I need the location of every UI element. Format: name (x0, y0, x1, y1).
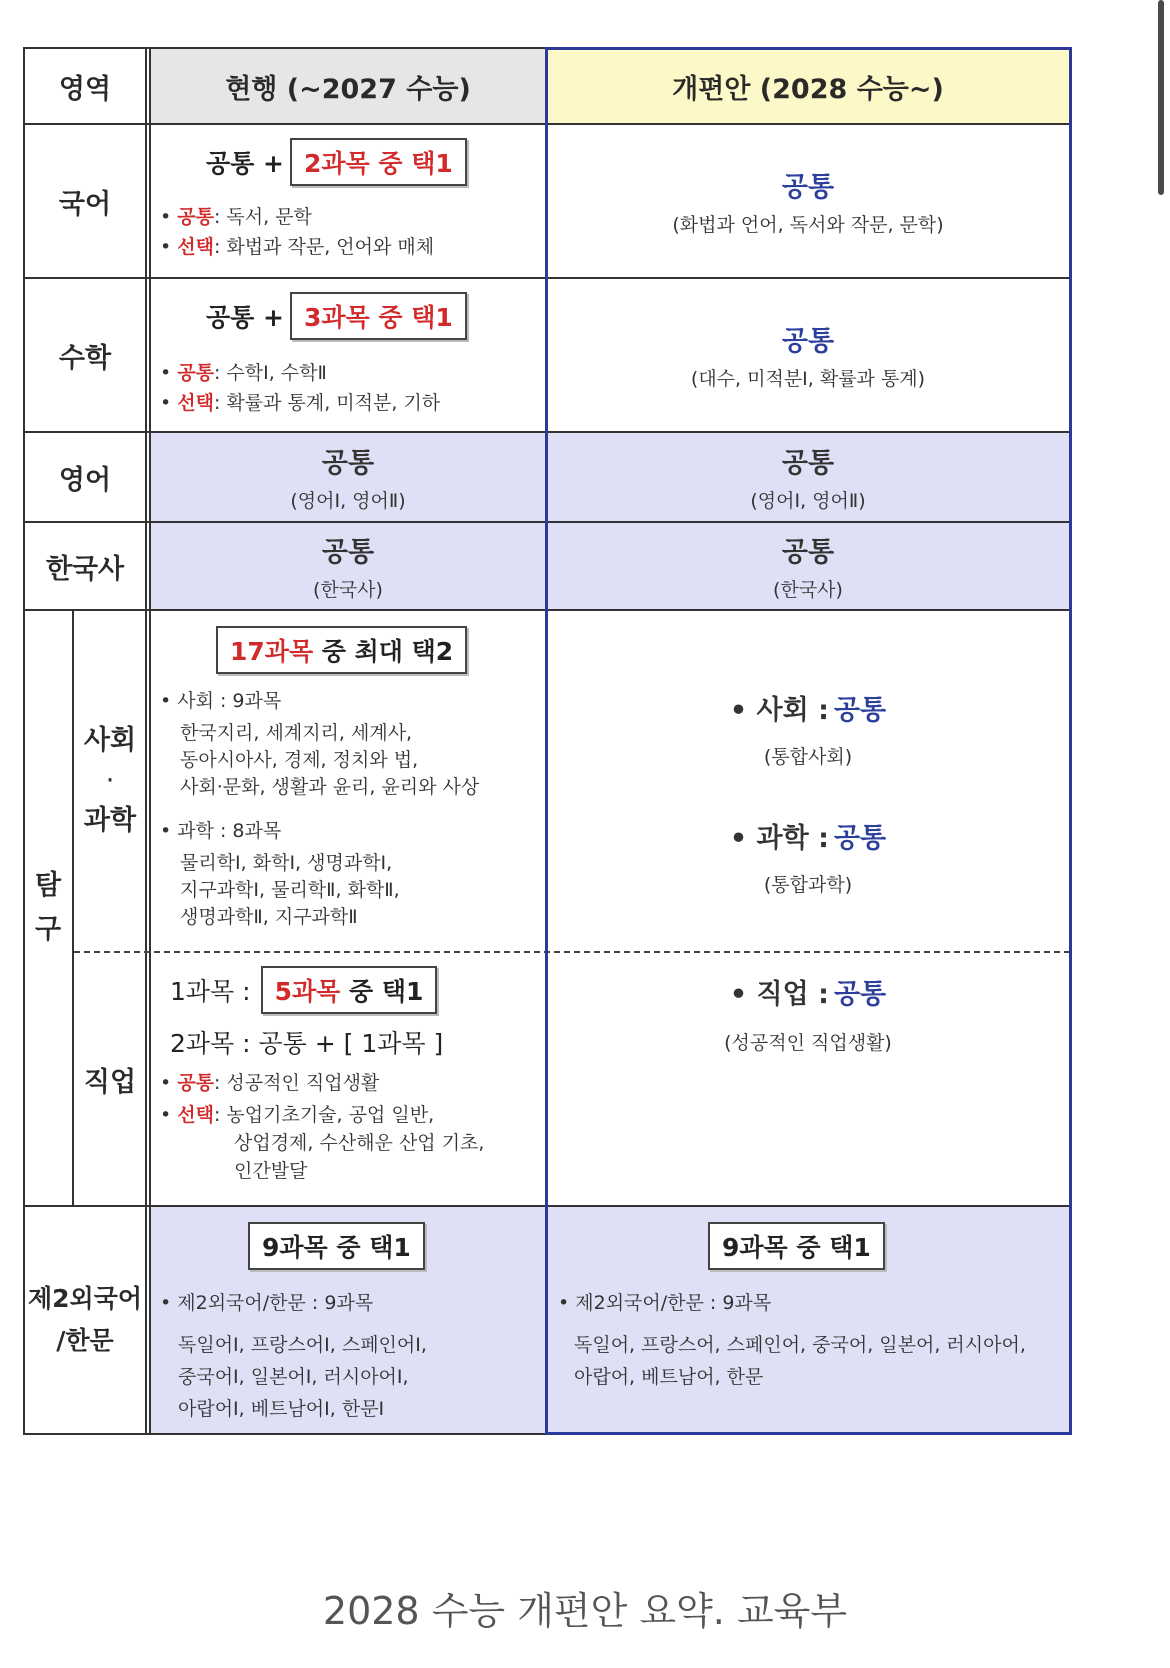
second-lang-label-1: 제2외국어 (28, 1284, 142, 1313)
second-lang-current-l1: 독일어Ⅰ, 프랑스어Ⅰ, 스페인어Ⅰ, (178, 1334, 427, 1356)
social-label: 사회 (83, 725, 137, 756)
korean-reform-paren: (화법과 언어, 독서와 작문, 문학) (672, 214, 944, 236)
inquiry-sub-divider (72, 610, 74, 1206)
science-line-2: 지구과학Ⅰ, 물리학Ⅱ, 화학Ⅱ, (180, 879, 400, 901)
social-line-1: 한국지리, 세계지리, 세계사, (180, 722, 413, 744)
english-current-paren: (영어Ⅰ, 영어Ⅱ) (290, 490, 406, 512)
inquiry-label-top: 탐 (34, 870, 62, 901)
second-lang-current-head: • 제2외국어/한문 : 9과목 (160, 1292, 374, 1314)
korean-label: 국어 (58, 188, 112, 220)
reform-column-border (545, 47, 1072, 1435)
science-line-1: 물리학Ⅰ, 화학Ⅰ, 생명과학Ⅰ, (180, 852, 393, 874)
science-reform-paren: (통합과학) (763, 874, 853, 896)
second-lang-current-cell (150, 1206, 546, 1434)
voc-reform-common: 공통 (833, 979, 887, 1010)
science-label: 과학 (83, 805, 137, 836)
history-label: 한국사 (45, 553, 125, 585)
english-label: 영어 (58, 464, 112, 496)
table-border-bottom (23, 1433, 547, 1435)
image-caption: 2028 수능 개편안 요약. 교육부 (322, 1589, 848, 1633)
korean-label-cell (24, 124, 146, 278)
science-head: • 과학 : 8과목 (160, 820, 282, 842)
header-current: 현행 (~2027 수능) (225, 73, 471, 105)
math-current-prefix: 공통 + (206, 303, 284, 332)
math-label: 수학 (58, 342, 112, 374)
korean-reform-title: 공통 (781, 172, 835, 203)
english-current-title: 공통 (321, 448, 375, 479)
korean-elective-line: • 선택: 화법과 작문, 언어와 매체 (160, 236, 435, 258)
table-border-top (23, 47, 547, 49)
math-reform-title: 공통 (781, 326, 835, 357)
history-current-title: 공통 (321, 537, 375, 568)
social-reform-common: 공통 (833, 695, 887, 726)
social-dot: · (105, 765, 115, 796)
history-reform-title: 공통 (781, 537, 835, 568)
math-elective-line: • 선택: 확률과 통계, 미적분, 기하 (160, 392, 441, 414)
second-lang-label-2: /한문 (56, 1326, 114, 1355)
korean-current-prefix: 공통 + (206, 149, 284, 178)
social-line-3: 사회·문화, 생활과 윤리, 윤리와 사상 (180, 776, 480, 798)
inquiry-label-cell (24, 610, 72, 1206)
math-label-cell (24, 278, 146, 432)
english-current-cell (150, 432, 546, 522)
voc-elective-line-2: 상업경제, 수산해운 산업 기초, (234, 1132, 485, 1154)
voc-one-box: 5과목 중 택1 (261, 966, 438, 1014)
social-reform-prefix: • 사회 : (729, 695, 829, 726)
scrollbar[interactable] (1158, 0, 1164, 195)
korean-current-cell (150, 124, 546, 278)
area-column-double-line-1 (145, 47, 147, 1435)
header-current-cell (150, 48, 546, 124)
vocational-current-cell (150, 952, 546, 1206)
header-area: 영역 (58, 73, 112, 105)
social-science-current-cell (150, 610, 546, 952)
social-head: • 사회 : 9과목 (160, 690, 282, 712)
social-reform-paren: (통합사회) (763, 746, 853, 768)
voc-elective-line: • 선택: 농업기초기술, 공업 일반, (160, 1104, 435, 1126)
second-lang-reform-l2: 아랍어, 베트남어, 한문 (574, 1366, 764, 1388)
math-current-box: 3과목 중 택1 (290, 292, 467, 340)
korean-current-box: 2과목 중 택1 (290, 138, 467, 186)
voc-reform-paren: (성공적인 직업생활) (724, 1032, 892, 1054)
history-reform-paren: (한국사) (773, 579, 843, 601)
math-current-cell (150, 278, 546, 432)
second-lang-label-cell (24, 1206, 146, 1434)
voc-one-prefix: 1과목 : (170, 977, 251, 1006)
vocational-label: 직업 (83, 1066, 137, 1098)
header-reform: 개편안 (2028 수능~) (672, 73, 944, 105)
vocational-label-cell (74, 952, 146, 1206)
social-science-label-cell (74, 610, 146, 952)
history-current-cell (150, 522, 546, 610)
header-area-cell (24, 48, 146, 124)
english-label-cell (24, 432, 146, 522)
history-current-paren: (한국사) (313, 579, 383, 601)
social-science-current-box: 17과목 중 최대 택2 (216, 626, 467, 674)
voc-common-line: • 공통: 성공적인 직업생활 (160, 1072, 380, 1094)
social-line-2: 동아시아사, 경제, 정치와 법, (180, 749, 419, 771)
table-border-left (23, 47, 25, 1435)
second-lang-current-box: 9과목 중 택1 (248, 1222, 425, 1270)
history-label-cell (24, 522, 146, 610)
math-common-line: • 공통: 수학Ⅰ, 수학Ⅱ (160, 362, 327, 384)
area-column-double-line-2 (149, 47, 151, 1435)
second-lang-current-l3: 아랍어Ⅰ, 베트남어Ⅰ, 한문Ⅰ (178, 1398, 385, 1420)
second-lang-reform-box: 9과목 중 택1 (708, 1222, 885, 1270)
english-reform-title: 공통 (781, 448, 835, 479)
second-lang-reform-head: • 제2외국어/한문 : 9과목 (558, 1292, 772, 1314)
english-reform-paren: (영어Ⅰ, 영어Ⅱ) (750, 490, 866, 512)
voc-elective-line-3: 인간발달 (234, 1160, 308, 1182)
inquiry-label-bottom: 구 (34, 914, 62, 945)
voc-reform-prefix: • 직업 : (729, 979, 829, 1010)
korean-common-line: • 공통: 독서, 문학 (160, 206, 312, 228)
voc-two-line: 2과목 : 공통 + [ 1과목 ] (170, 1029, 444, 1058)
second-lang-reform-l1: 독일어, 프랑스어, 스페인어, 중국어, 일본어, 러시아어, (574, 1334, 1026, 1356)
science-line-3: 생명과학Ⅱ, 지구과학Ⅱ (180, 906, 358, 928)
math-reform-paren: (대수, 미적분Ⅰ, 확률과 통계) (690, 368, 926, 390)
science-reform-common: 공통 (833, 823, 887, 854)
second-lang-current-l2: 중국어Ⅰ, 일본어Ⅰ, 러시아어Ⅰ, (178, 1366, 409, 1388)
science-reform-prefix: • 과학 : (729, 823, 829, 854)
